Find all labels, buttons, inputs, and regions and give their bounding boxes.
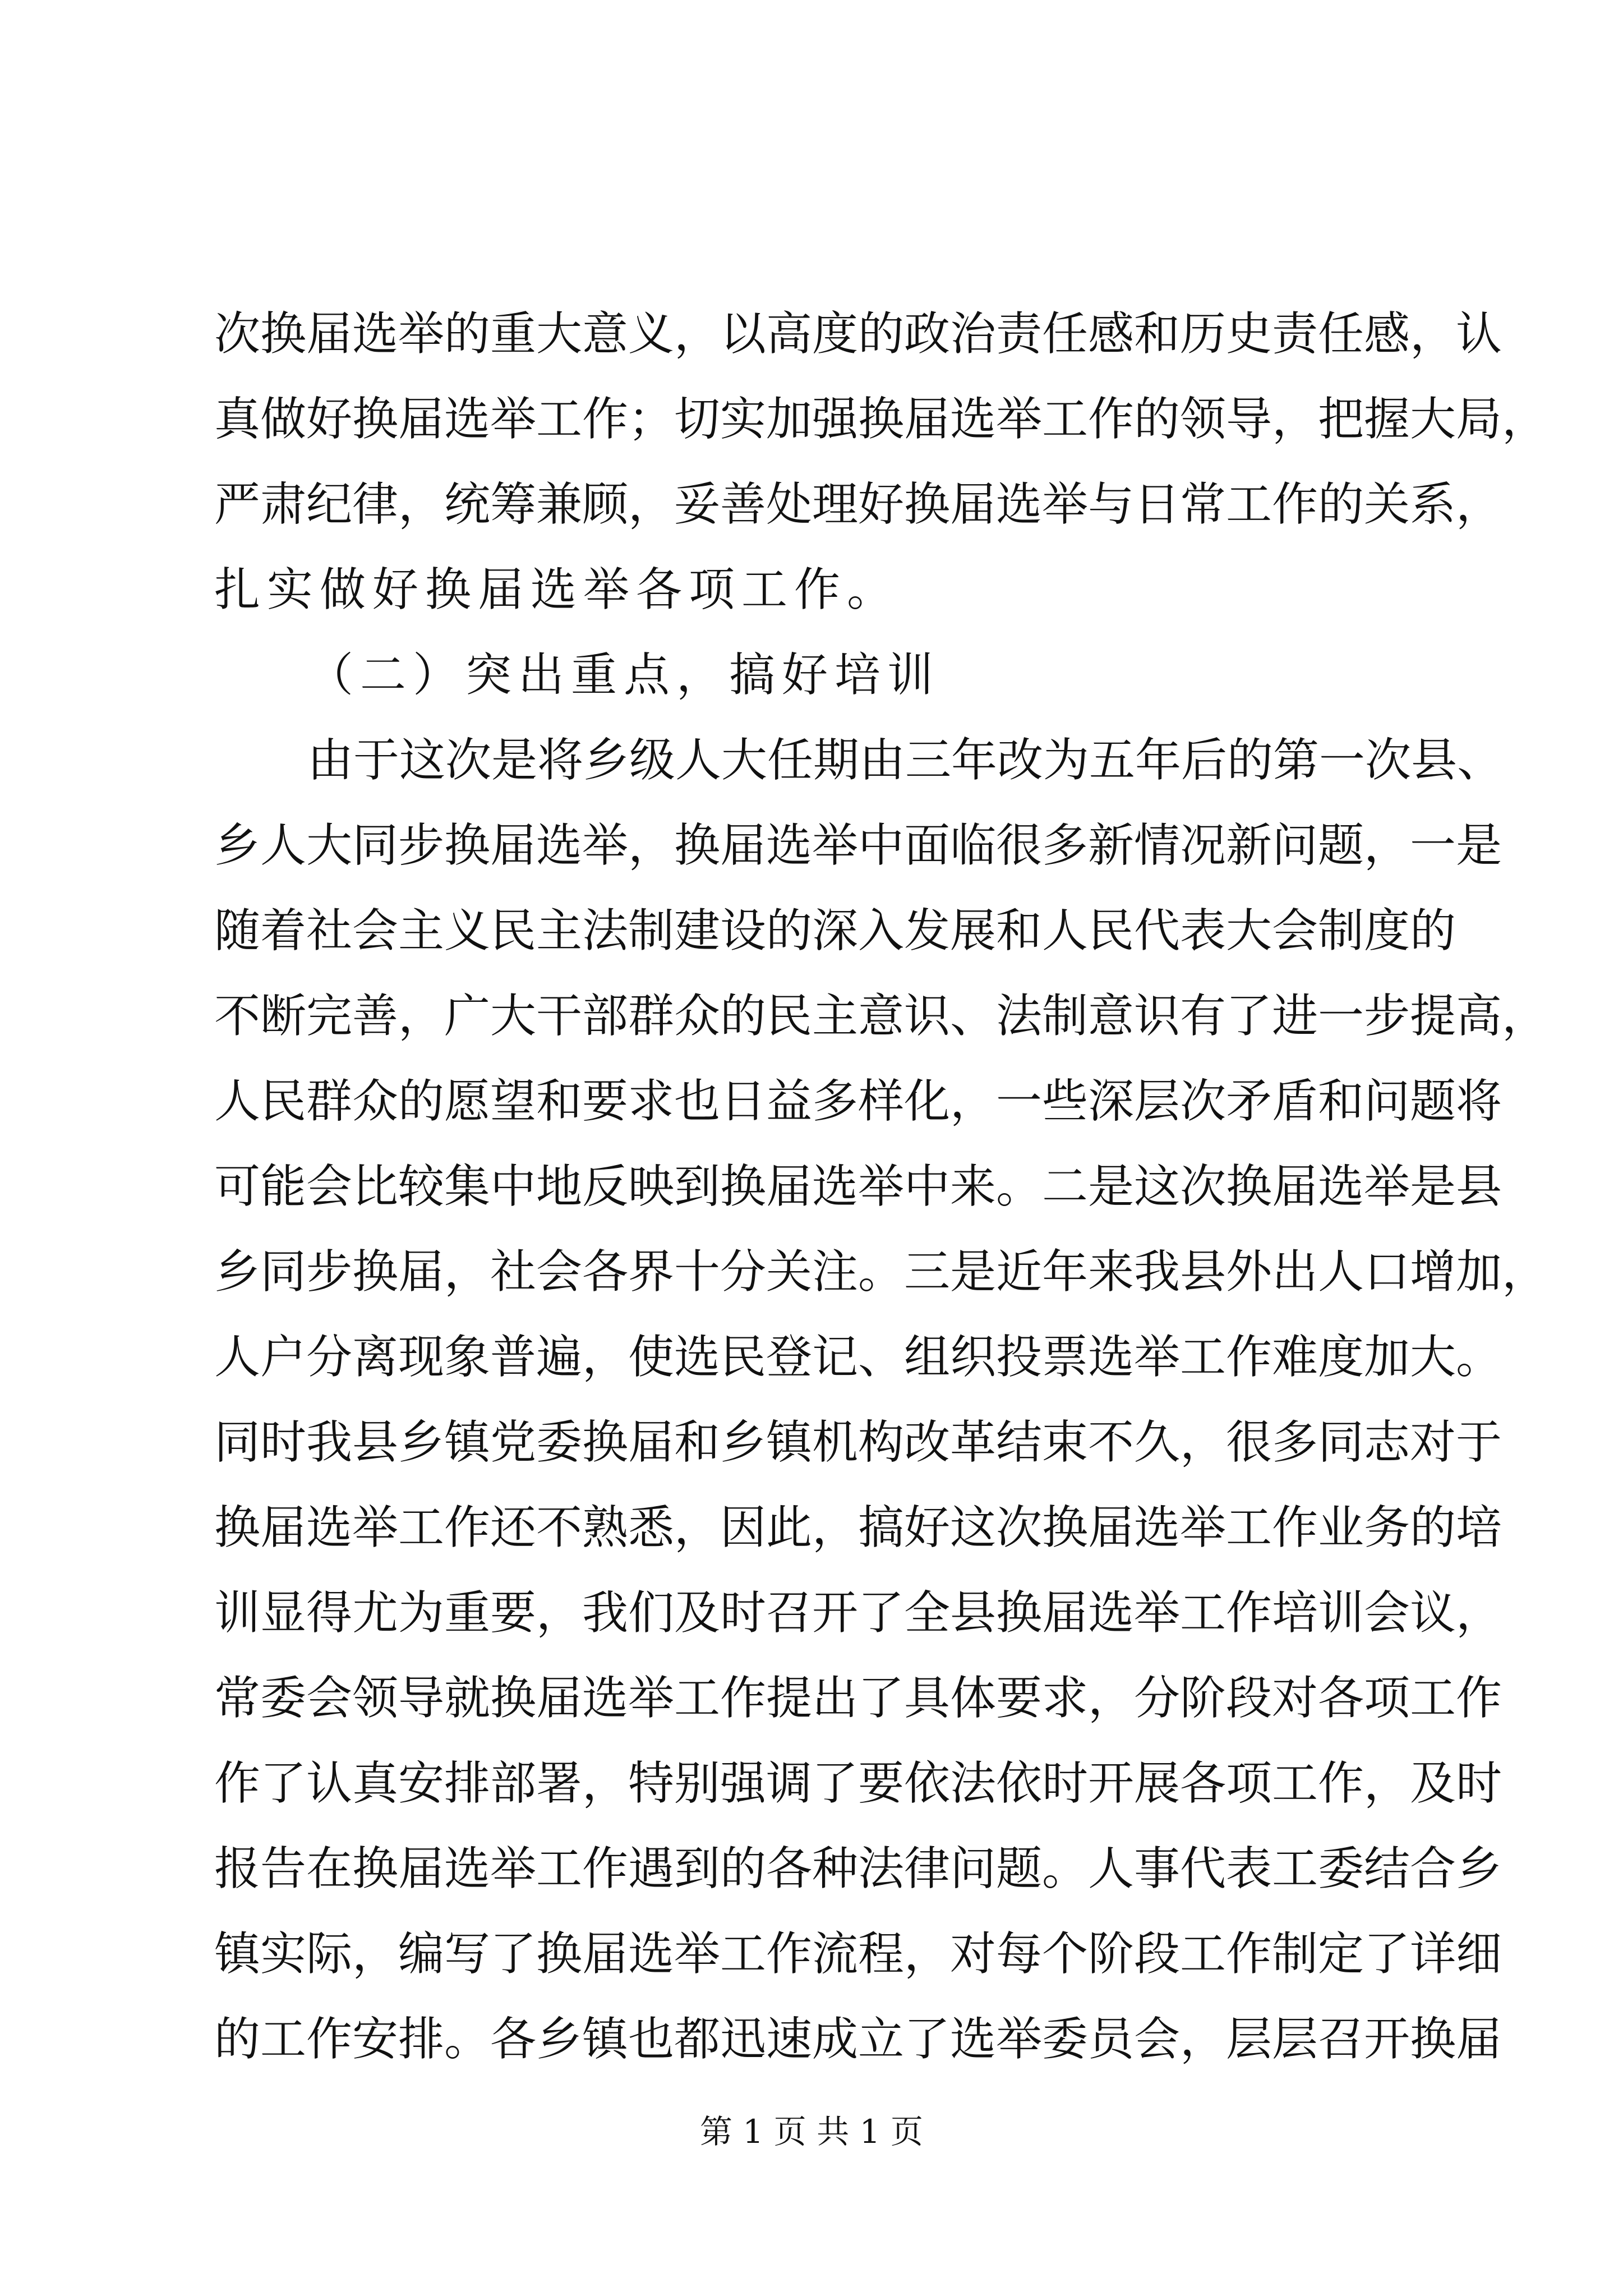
document-body	[214, 292, 1548, 2082]
text-line: 常委会领导就换届选举工作提出了具体要求，分阶段对各项工作	[214, 1672, 1502, 1725]
text-line: 镇实际，编写了换届选举工作流程，对每个阶段工作制定了详细	[214, 1927, 1502, 1981]
text-line: 训显得尤为重要，我们及时召开了全县换届选举工作培训会议，	[214, 1586, 1502, 1640]
text-line: 报告在换届选举工作遇到的各种法律问题。人事代表工委结合乡	[214, 1842, 1502, 1895]
text-line: 人民群众的愿望和要求也日益多样化，一些深层次矛盾和问题将	[214, 1075, 1502, 1128]
page-footer: 第 1 页 共 1 页	[700, 2113, 923, 2151]
text-line: 的工作安排。各乡镇也都迅速成立了选举委员会，层层召开换届	[214, 2013, 1502, 2066]
section-heading: （二）突出重点，搞好培训	[307, 648, 940, 702]
text-line: 同时我县乡镇党委换届和乡镇机构改革结束不久，很多同志对于	[214, 1416, 1502, 1469]
paragraph-first-line: 由于这次是将乡级人大任期由三年改为五年后的第一次县、	[307, 734, 1504, 787]
text-line: 随着社会主义民主法制建设的深入发展和人民代表大会制度的	[214, 904, 1456, 958]
text-line: 扎实做好换届选举各项工作。	[214, 563, 900, 616]
text-line: 人户分离现象普遍，使选民登记、组织投票选举工作难度加大。	[214, 1331, 1502, 1384]
text-line: 次换届选举的重大意义，以高度的政治责任感和历史责任感，认	[214, 307, 1502, 361]
text-line: 真做好换届选举工作；切实加强换届选举工作的领导，把握大局，	[214, 393, 1548, 446]
text-line: 严肃纪律，统筹兼顾，妥善处理好换届选举与日常工作的关系，	[214, 478, 1502, 531]
text-line: 换届选举工作还不熟悉，因此，搞好这次换届选举工作业务的培	[214, 1501, 1502, 1554]
text-line: 不断完善，广大干部群众的民主意识、法制意识有了进一步提高，	[214, 990, 1548, 1043]
text-line: 作了认真安排部署，特别强调了要依法依时开展各项工作，及时	[214, 1757, 1502, 1810]
text-line: 乡同步换届，社会各界十分关注。三是近年来我县外出人口增加，	[214, 1245, 1548, 1299]
text-line: 可能会比较集中地反映到换届选举中来。二是这次换届选举是县	[214, 1160, 1502, 1213]
text-line: 乡人大同步换届选举，换届选举中面临很多新情况新问题，一是	[214, 819, 1502, 872]
